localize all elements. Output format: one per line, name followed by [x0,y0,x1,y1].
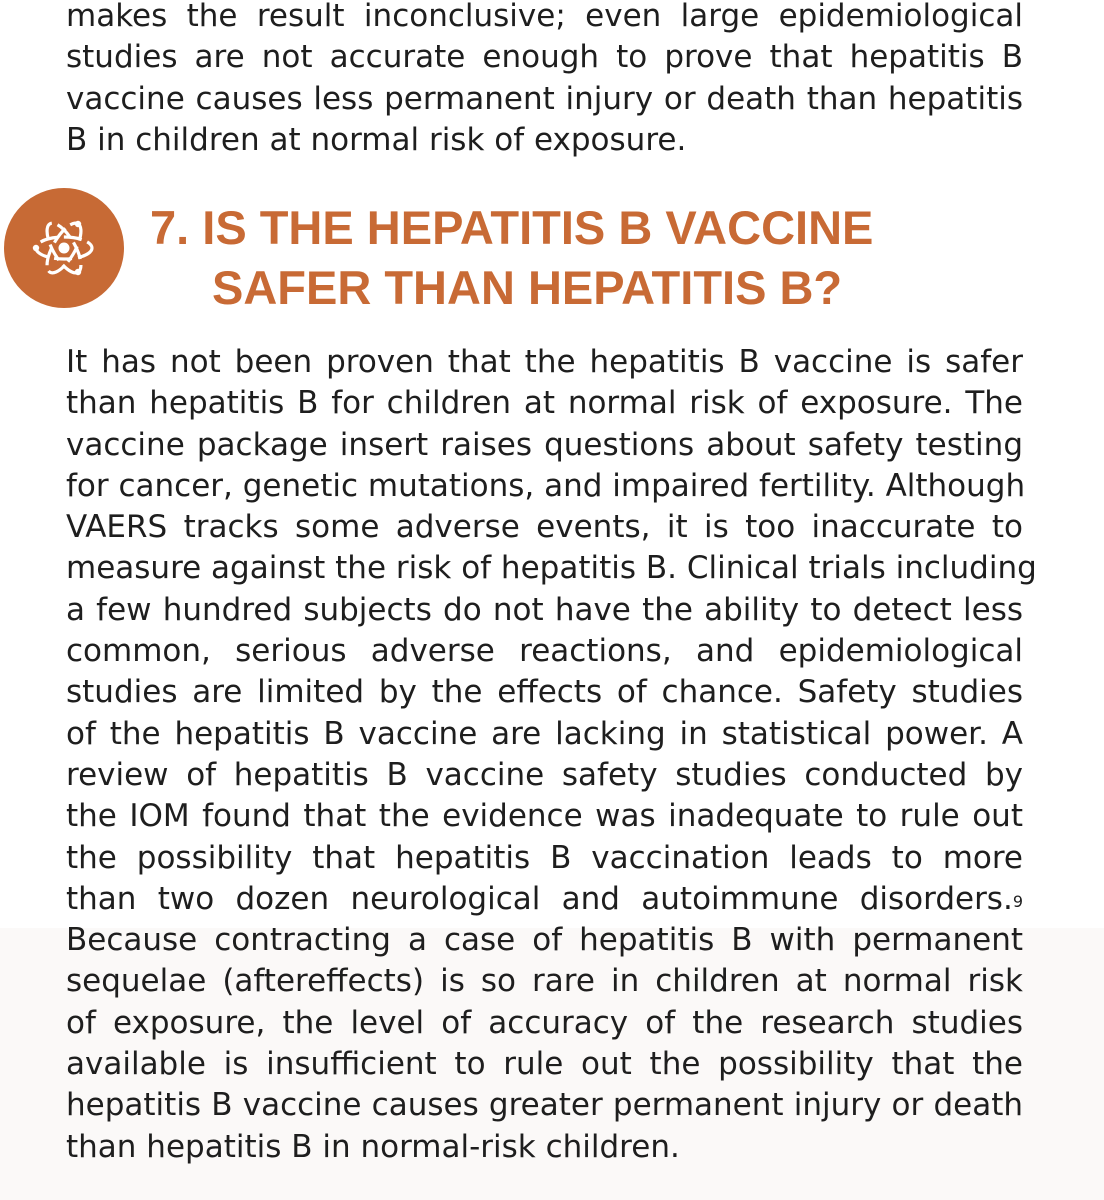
heading-line-2: SAFER THAN HEPATITIS B? [212,261,843,314]
intro-line: studies are not accurate enough to prove that hepatitis B [66,39,1023,76]
heading-line-1: 7. IS THE HEPATITIS B VACCINE [150,201,874,254]
atom-icon-graphic [4,188,124,308]
body-line-text: than two dozen neurological and autoimmune disorders. [66,880,1013,917]
body-line: sequelae (aftereffects) is so rare in children at normal risk [66,963,1023,1000]
intro-paragraph [66,0,1023,161]
body-line: available is insufficient to rule out the possibility that the [66,1046,1023,1083]
body-line: of the hepatitis B vaccine are lacking in statistical power. A [66,715,1023,752]
intro-line: vaccine causes less permanent injury or death than hepatitis [66,80,1023,117]
body-line: studies are limited by the effects of chance. Safety studies [66,674,1023,711]
body-line: hepatitis B vaccine causes greater permanent injury or death [66,1087,1023,1124]
body-line: It has not been proven that the hepatitis B vaccine is safer [66,344,1023,380]
intro-line: makes the result inconclusive; even large epidemiological [66,0,1023,34]
body-paragraph [66,342,1037,1168]
body-line: of exposure, the level of accuracy of the research studies [66,1004,1023,1041]
body-line: the possibility that hepatitis B vaccination leads to more [66,839,1023,876]
body-line: common, serious adverse reactions, and epidemiological [66,633,1023,670]
body-line: than hepatitis B for children at normal risk of exposure. The [66,385,1023,422]
body-line: vaccine package insert raises questions about safety testing [66,426,1023,463]
atom-icon [4,188,124,308]
body-line: Because contracting a case of hepatitis B with permanent [66,922,1023,959]
body-line: review of hepatitis B vaccine safety studies conducted by [66,756,1023,793]
body-line: a few hundred subjects do not have the ability to detect less [66,591,1023,628]
body-line: the IOM found that the evidence was inadequate to rule out [66,798,1023,835]
body-line: VAERS tracks some adverse events, it is too inaccurate to [66,509,1023,546]
intro-line: B in children at normal risk of exposure. [66,121,687,158]
section-heading [150,198,910,318]
body-line-with-footnote [66,879,1023,920]
footnote-reference: 9 [1012,891,1023,911]
body-line: measure against the risk of hepatitis B. Clinical trials including [66,550,1037,587]
body-line: than hepatitis B in normal-risk children. [66,1128,680,1165]
body-line: for cancer, genetic mutations, and impaired fertility. Although [66,467,1026,504]
